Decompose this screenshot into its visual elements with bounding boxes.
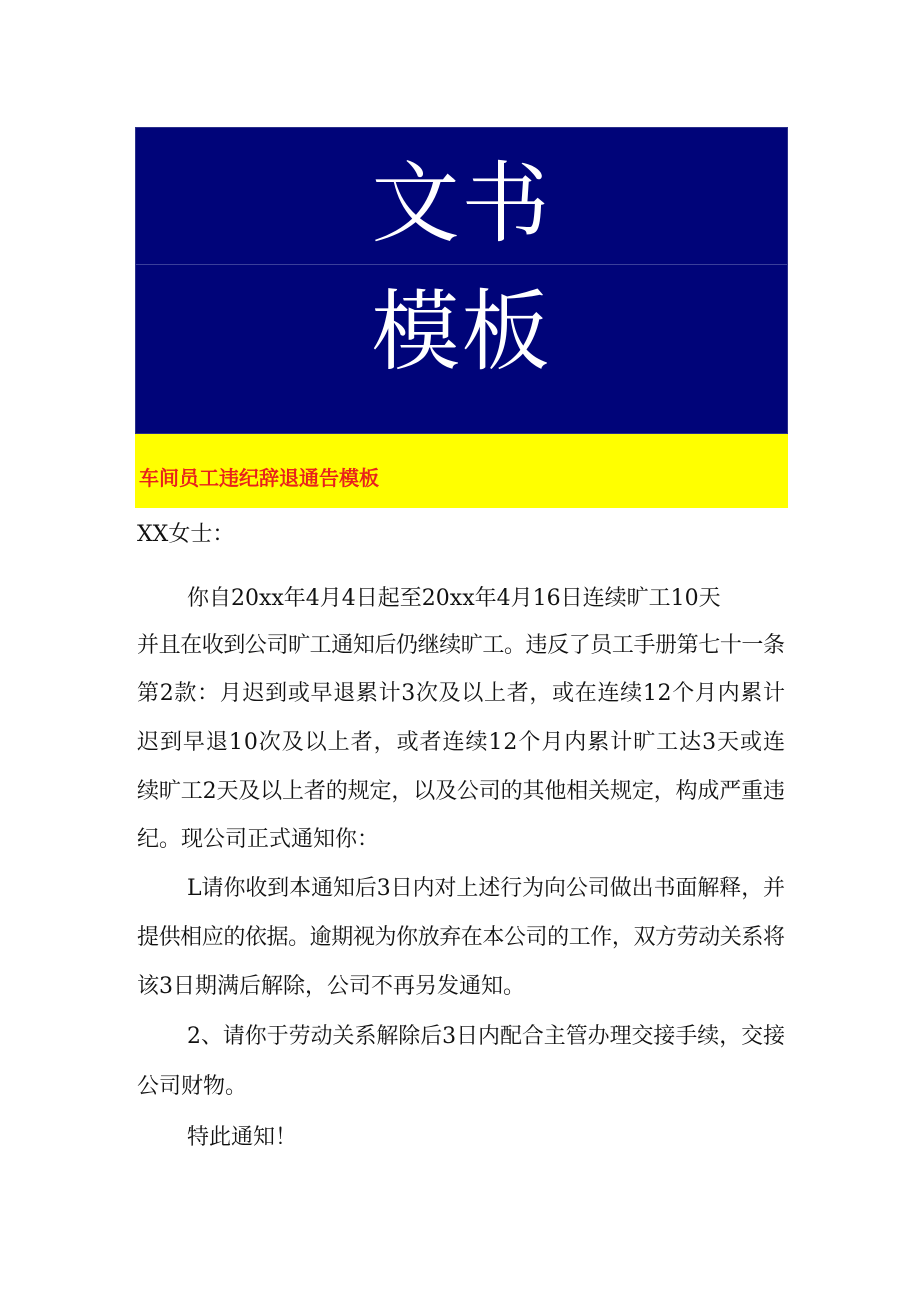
paragraph1-line: 纪。现公司正式通知你： <box>137 827 380 852</box>
paragraph1-line: 续旷工2天及以上者的规定，以及公司的其他相关规定，构成严重违 <box>137 779 785 804</box>
item1-line: L请你收到本通知后3日内对上述行为向公司做出书面解释，并 <box>187 876 785 901</box>
item1-line: 提供相应的依据。逾期视为你放弃在本公司的工作，双方劳动关系将 <box>137 925 785 950</box>
item2-line: 2、请你于劳动关系解除后3日内配合主管办理交接手续，交接 <box>187 1024 785 1049</box>
banner-title-line1: 文书 <box>371 152 552 255</box>
salutation: XX女士： <box>137 522 235 547</box>
item2-line: 公司财物。 <box>137 1074 248 1099</box>
document-subtitle: 车间员工违纪辞退通告模板 <box>139 466 379 490</box>
subtitle-bar <box>135 434 788 508</box>
item1-line: 该3日期满后解除，公司不再另发通知。 <box>137 974 525 999</box>
paragraph1-line: 并且在收到公司旷工通知后仍继续旷工。违反了员工手册第七十一条 <box>137 633 785 658</box>
banner-divider <box>136 264 787 265</box>
banner-title-line2: 模板 <box>371 280 552 383</box>
paragraph1-line: 迟到早退10次及以上者，或者连续12个月内累计旷工达3天或连 <box>137 730 786 755</box>
paragraph1-line: 第2款：月迟到或早退累计3次及以上者，或在连续12个月内累计 <box>137 681 786 706</box>
closing-line: 特此通知！ <box>187 1125 298 1150</box>
paragraph1-line: 你自20xx年4月4日起至20xx年4月16日连续旷工10天 <box>187 586 721 611</box>
